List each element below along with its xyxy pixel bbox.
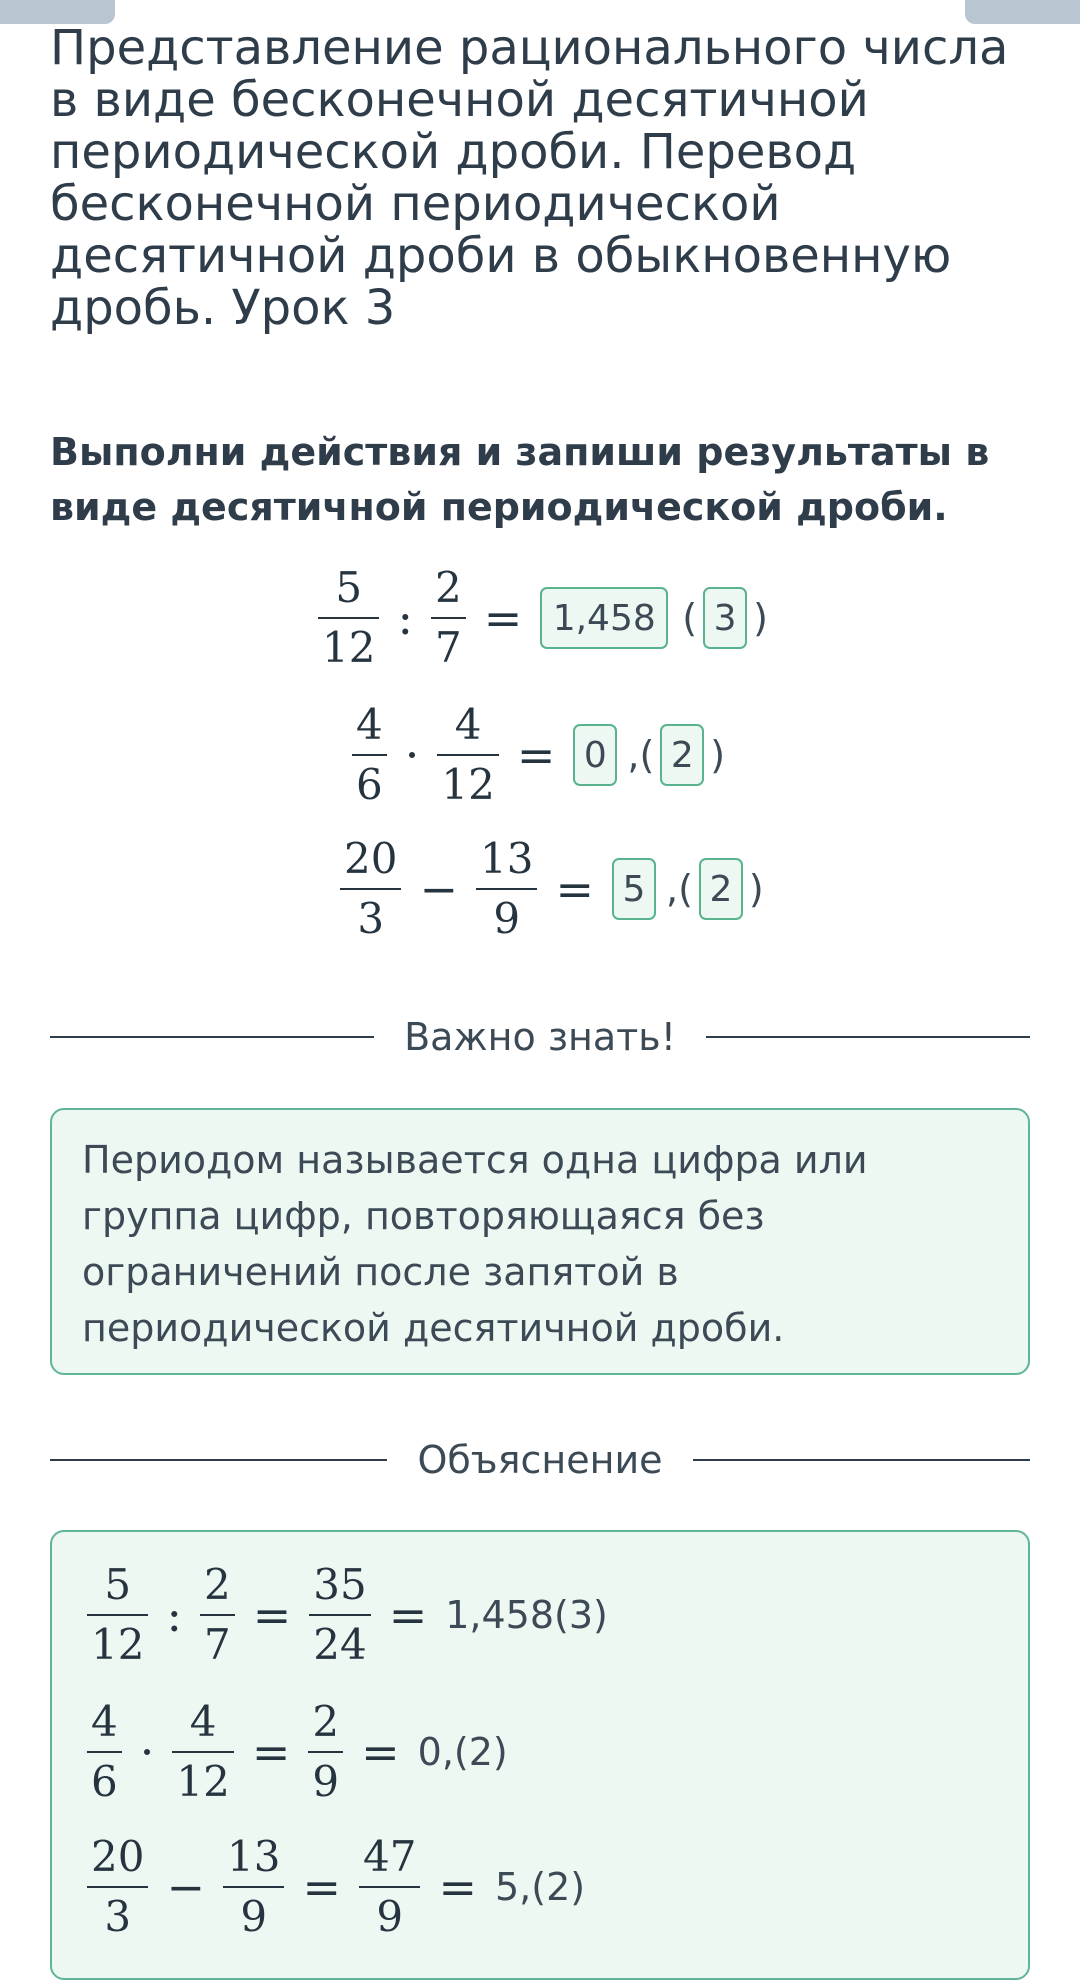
important-divider [50,1015,1030,1059]
equals-sign: = [388,1588,428,1642]
explanation-result: 0,(2) [417,1730,508,1774]
denominator: 7 [203,1620,231,1669]
fraction [359,1832,420,1942]
denominator: 12 [322,623,376,672]
divider-line [50,1036,374,1038]
divider-line [706,1036,1030,1038]
denominator: 6 [91,1757,118,1806]
exercise-row-1 [318,563,774,673]
fraction [437,700,498,810]
numerator: 4 [189,1697,217,1746]
equals-sign: = [252,1588,292,1642]
numerator: 5 [104,1560,132,1609]
denominator: 9 [493,894,521,943]
fraction [87,1697,122,1807]
equals-sign: = [361,1725,400,1779]
denominator: 9 [240,1892,268,1941]
fraction [476,834,537,944]
multiply-operator: · [139,1725,155,1779]
fraction [200,1560,235,1670]
numerator: 2 [312,1697,340,1746]
minus-operator: − [419,862,458,916]
explanation-row-3 [87,1832,585,1942]
minus-operator: − [166,1860,205,1914]
important-info-box [50,1108,1030,1375]
denominator: 7 [434,623,462,672]
denominator: 6 [356,760,383,809]
denominator: 24 [313,1620,367,1669]
numerator: 20 [91,1832,145,1881]
answer-field-integer[interactable]: 1,458 [540,587,668,649]
denominator: 12 [441,760,495,809]
fraction [309,1560,370,1670]
answer-field-period[interactable]: 3 [703,587,747,649]
fraction [431,563,466,673]
fraction [87,1832,148,1942]
divider-line [50,1459,387,1461]
divider-line [693,1459,1030,1461]
explanation-box [50,1530,1030,1980]
answer-field-period[interactable]: 2 [699,858,743,920]
equals-sign: = [516,728,556,782]
numerator: 47 [363,1832,417,1881]
exercise-row-2 [352,700,731,810]
explanation-divider [50,1438,1030,1482]
explanation-row-2 [87,1697,508,1807]
multiply-operator: · [404,728,420,782]
explanation-row-1 [87,1560,608,1670]
fraction [318,563,379,673]
numerator: 4 [91,1697,118,1746]
numerator: 2 [434,563,462,612]
answer-field-integer[interactable]: 5 [612,858,656,920]
equals-sign: = [438,1860,477,1914]
denominator: 9 [312,1757,340,1806]
comma-open-paren: ,( [666,867,693,911]
divide-operator: : [397,591,413,645]
equals-sign: = [555,862,594,916]
explanation-heading: Объяснение [417,1438,663,1482]
denominator: 12 [91,1620,145,1669]
numerator: 4 [454,700,482,749]
close-paren: ) [753,596,768,640]
numerator: 13 [480,834,534,883]
open-paren: ( [682,596,698,640]
equals-sign: = [251,1725,291,1779]
denominator: 9 [376,1892,404,1941]
explanation-result: 5,(2) [495,1865,586,1909]
task-instruction: Выполни действия и запиши результаты в виде десятичной периодической дроби. [50,430,990,529]
fraction [172,1697,233,1807]
fraction [87,1560,148,1670]
fraction [223,1832,284,1942]
exercise-row-3 [340,834,770,944]
numerator: 4 [356,700,383,749]
numerator: 20 [344,834,398,883]
equals-sign: = [483,591,523,645]
equals-sign: = [302,1860,341,1914]
numerator: 2 [203,1560,231,1609]
numerator: 5 [335,563,363,612]
answer-field-period[interactable]: 2 [660,724,704,786]
answer-field-integer[interactable]: 0 [573,724,617,786]
fraction [308,1697,343,1807]
denominator: 12 [176,1757,230,1806]
numerator: 13 [227,1832,281,1881]
fraction [352,700,387,810]
close-paren: ) [710,733,726,777]
denominator: 3 [357,894,385,943]
important-text: Периодом называется одна цифра или группа цифр, повторяющаяся без ограничений после запятой в периодической десятичной дроби. [82,1138,868,1350]
fraction [340,834,401,944]
denominator: 3 [104,1892,132,1941]
comma-open-paren: ,( [627,733,655,777]
important-heading: Важно знать! [404,1015,676,1059]
explanation-result: 1,458(3) [445,1593,608,1637]
close-paren: ) [748,867,764,911]
lesson-title: Представление рационального числа в виде бесконечной десятичной периодической дроби. Перевод бесконечной периодической десятичной дроби в обыкновенную дробь. Урок 3 [50,20,1009,336]
divide-operator: : [166,1588,182,1642]
numerator: 35 [313,1560,367,1609]
